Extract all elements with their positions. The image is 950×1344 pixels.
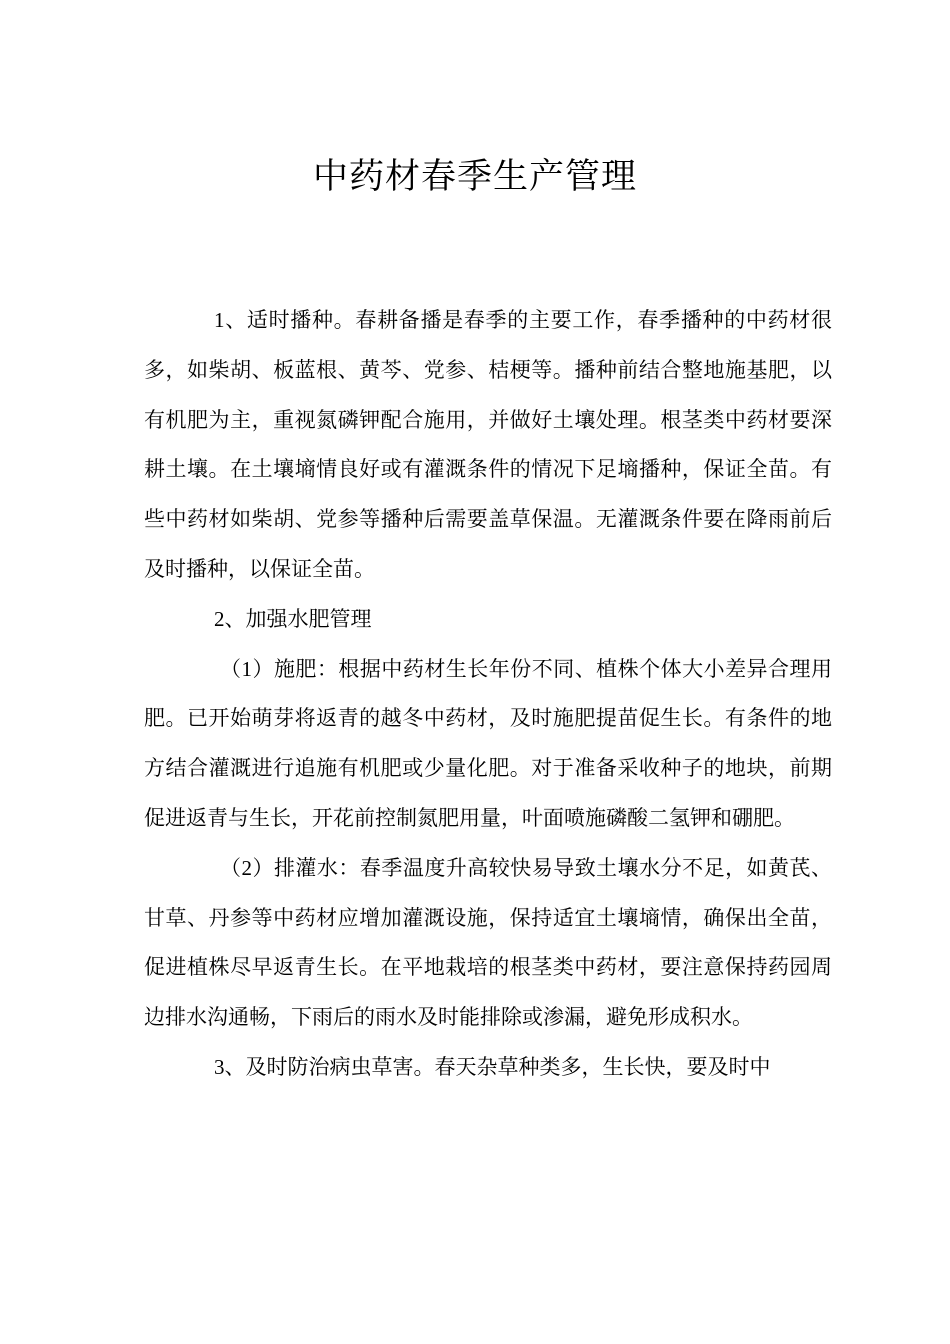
paragraph-fertilizing bbox=[144, 645, 832, 844]
paragraph-water-fertilizer-heading bbox=[144, 595, 832, 645]
section-number: 3 bbox=[214, 1054, 225, 1079]
document-title: 中药材春季生产管理 bbox=[312, 157, 637, 197]
section-number: 2 bbox=[214, 606, 225, 631]
subsection-number: （2） bbox=[220, 855, 274, 880]
paragraph-pest-control bbox=[144, 1043, 832, 1093]
section-number: 1 bbox=[214, 308, 225, 332]
subsection-number: （1） bbox=[220, 656, 274, 681]
paragraph-text: 、及时防治病虫草害。春天杂草种类多，生长快，要及时中 bbox=[224, 1054, 771, 1079]
paragraph-text: 、加强水肥管理 bbox=[224, 606, 372, 631]
paragraph-text: 施肥：根据中药材生长年份不同、植株个体大小差异合理用肥。已开始萌芽将返青的越冬中药材，及时施肥提苗促生长。有条件的地方结合灌溉进行追施有机肥或少量化肥。对于准备采收种子的地块，前期促进返青与生长，开花前控制氮肥用量，叶面喷施磷酸二氢钾和硼肥。 bbox=[144, 656, 833, 830]
paragraph-text: 、适时播种。春耕备播是春季的主要工作，春季播种的中药材很多，如柴胡、板蓝根、黄芩、党参、桔梗等。播种前结合整地施基肥，以有机肥为主，重视氮磷钾配合施用，并做好土壤处理。根茎类中药材要深耕土壤。在土壤墒情良好或有灌溉条件的情况下足墒播种，保证全苗。有些中药材如柴胡、党参等播种后需要盖草保温。无灌溉条件要在降雨前后及时播种，以保证全苗。 bbox=[144, 308, 832, 581]
paragraph-text: 排灌水：春季温度升高较快易导致土壤水分不足，如黄芪、甘草、丹参等中药材应增加灌溉设施，保持适宜土壤墒情，确保出全苗，促进植株尽早返青生长。在平地栽培的根茎类中药材，要注意保持药园周边排水沟通畅，下雨后的雨水及时能排除或渗漏，避免形成积水。 bbox=[144, 855, 833, 1030]
paragraph-sowing bbox=[144, 296, 832, 595]
paragraph-irrigation-drainage bbox=[144, 844, 832, 1043]
document-body bbox=[144, 296, 832, 1093]
